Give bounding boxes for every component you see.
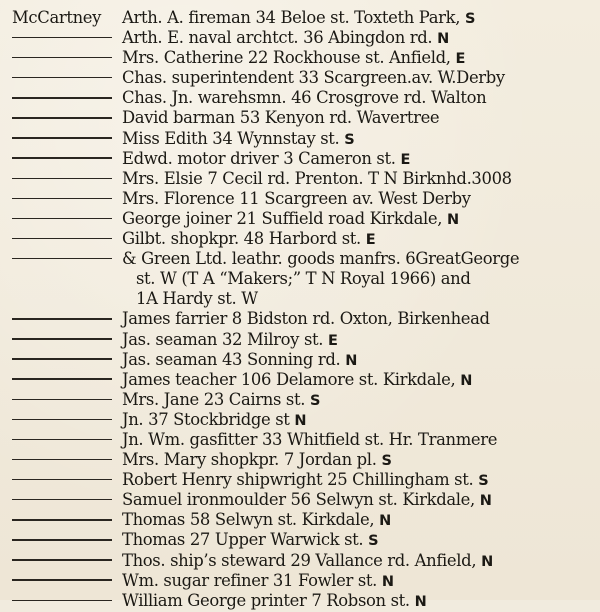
ditto-dash — [12, 137, 112, 138]
directory-entry — [12, 28, 596, 48]
directory-entry-continuation — [12, 269, 596, 289]
directory-entry — [12, 330, 596, 350]
ditto-dash — [12, 198, 112, 199]
entry-text: Thomas 27 Upper Warwick st. — [122, 530, 364, 550]
ditto-dash — [12, 459, 112, 460]
directory-entry — [12, 350, 596, 370]
ditto-dash — [12, 439, 112, 440]
entry-text: Edwd. motor driver 3 Cameron st. — [122, 148, 396, 168]
directory-entries — [12, 8, 596, 611]
postal-district-code: S — [344, 131, 355, 148]
directory-entry — [12, 108, 596, 128]
directory-entry — [12, 510, 596, 530]
postal-district-code: S — [478, 473, 489, 490]
directory-entry-continuation — [12, 289, 596, 309]
postal-district-code: N — [437, 31, 450, 48]
entry-text: Wm. sugar refiner 31 Fowler st. — [122, 570, 378, 590]
surname-heading: McCartney — [12, 8, 102, 27]
ditto-dash — [12, 178, 112, 179]
postal-district-code: S — [309, 392, 321, 409]
entry-text: Mrs. Catherine 22 Rockhouse st. Anfield, — [122, 48, 451, 68]
postal-district-code: E — [455, 51, 466, 68]
ditto-dash — [12, 157, 112, 158]
entry-text: Mrs. Jane 23 Cairns st. — [122, 389, 306, 409]
directory-entry — [12, 249, 596, 269]
ditto-dash — [12, 258, 112, 259]
directory-entry — [12, 450, 596, 470]
directory-entry — [12, 551, 596, 571]
postal-district-code: N — [294, 412, 307, 429]
directory-entry — [12, 48, 596, 68]
ditto-dash — [12, 378, 112, 379]
ditto-dash — [12, 338, 112, 339]
postal-district-code: N — [381, 573, 395, 590]
entry-text: Jas. seaman 32 Milroy st. — [122, 329, 324, 349]
entry-text: David barman 53 Kenyon rd. Wavertree — [122, 108, 440, 128]
entry-text: Miss Edith 34 Wynnstay st. — [122, 128, 340, 148]
directory-entry — [12, 430, 596, 450]
directory-entry — [12, 309, 596, 329]
entry-text: & Green Ltd. leathr. goods manfrs. 6GreatGeorge — [122, 249, 520, 269]
directory-entry — [12, 470, 596, 490]
ditto-dash — [12, 57, 112, 58]
postal-district-code: S — [381, 453, 392, 470]
postal-district-code: E — [400, 151, 411, 168]
directory-entry — [12, 209, 596, 229]
entry-text: Thomas 58 Selwyn st. Kirkdale, — [122, 510, 375, 530]
directory-entry — [12, 390, 596, 410]
directory-entry — [12, 169, 596, 189]
ditto-dash — [12, 77, 112, 78]
entry-text: Arth. E. naval archtct. 36 Abingdon rd. — [122, 28, 433, 48]
directory-entry — [12, 530, 596, 550]
postal-district-code: N — [479, 493, 492, 510]
entry-text: Jas. seaman 43 Sonning rd. — [122, 349, 341, 369]
directory-entry — [12, 410, 596, 430]
ditto-dash — [12, 117, 112, 118]
postal-district-code: E — [327, 332, 338, 349]
ditto-dash — [12, 539, 112, 540]
entry-text: Mrs. Florence 11 Scargreen av. West Derby — [122, 188, 471, 208]
postal-district-code: S — [464, 11, 476, 27]
entry-text: James farrier 8 Bidston rd. Oxton, Birkenhead — [122, 309, 490, 329]
entry-text: Jn. 37 Stockbridge st — [122, 409, 290, 429]
entry-text: Thos. ship’s steward 29 Vallance rd. Anfield, — [122, 550, 477, 570]
directory-entry — [12, 129, 596, 149]
postal-district-code: N — [481, 553, 494, 570]
entry-text: George joiner 21 Suffield road Kirkdale, — [122, 208, 443, 228]
ditto-dash — [12, 399, 112, 400]
ditto-dash — [12, 419, 112, 420]
directory-entry — [12, 490, 596, 510]
ditto-dash — [12, 479, 112, 480]
entry-text: Jn. Wm. gasfitter 33 Whitfield st. Hr. Tranmere — [122, 429, 498, 449]
postal-district-code: E — [365, 232, 376, 249]
ditto-dash — [12, 37, 112, 38]
ditto-dash — [12, 238, 112, 239]
ditto-dash — [12, 358, 112, 359]
ditto-dash — [12, 499, 112, 500]
ditto-dash — [12, 318, 112, 319]
postal-district-code: N — [447, 211, 460, 228]
ditto-dash — [12, 600, 112, 601]
ditto-dash — [12, 519, 112, 520]
entry-text: Mrs. Mary shopkpr. 7 Jordan pl. — [122, 450, 377, 470]
postal-district-code: N — [460, 372, 473, 389]
directory-entry — [12, 8, 596, 28]
directory-entry — [12, 591, 596, 611]
postal-district-code: S — [368, 533, 379, 550]
entry-text: James teacher 106 Delamore st. Kirkdale, — [122, 369, 456, 389]
directory-entry — [12, 68, 596, 88]
entry-text: Samuel ironmoulder 56 Selwyn st. Kirkdale, — [122, 490, 475, 510]
entry-text: Arth. A. fireman 34 Beloe st. Toxteth Park, — [122, 8, 461, 27]
ditto-dash — [12, 97, 112, 98]
postal-district-code: N — [379, 513, 392, 530]
directory-entry — [12, 571, 596, 591]
postal-district-code: N — [345, 352, 358, 369]
postal-district-code: N — [414, 593, 427, 610]
entry-text: Chas. Jn. warehsmn. 46 Crosgrove rd. Walton — [122, 88, 487, 108]
entry-text: Mrs. Elsie 7 Cecil rd. Prenton. T N Birknhd.3008 — [122, 168, 512, 188]
entry-text: William George printer 7 Robson st. — [122, 590, 410, 610]
directory-entry — [12, 370, 596, 390]
directory-entry — [12, 229, 596, 249]
ditto-dash — [12, 218, 112, 219]
directory-entry — [12, 189, 596, 209]
entry-text: Chas. superintendent 33 Scargreen.av. W.Derby — [122, 68, 505, 88]
entry-text: Gilbt. shopkpr. 48 Harbord st. — [122, 229, 361, 249]
ditto-dash — [12, 579, 112, 580]
ditto-dash — [12, 559, 112, 560]
directory-entry — [12, 88, 596, 108]
directory-entry — [12, 149, 596, 169]
entry-text: Robert Henry shipwright 25 Chillingham st. — [122, 470, 474, 490]
entry-text: 1A Hardy st. W — [136, 289, 258, 309]
entry-text: st. W (T A “Makers;” T N Royal 1966) and — [136, 269, 471, 289]
